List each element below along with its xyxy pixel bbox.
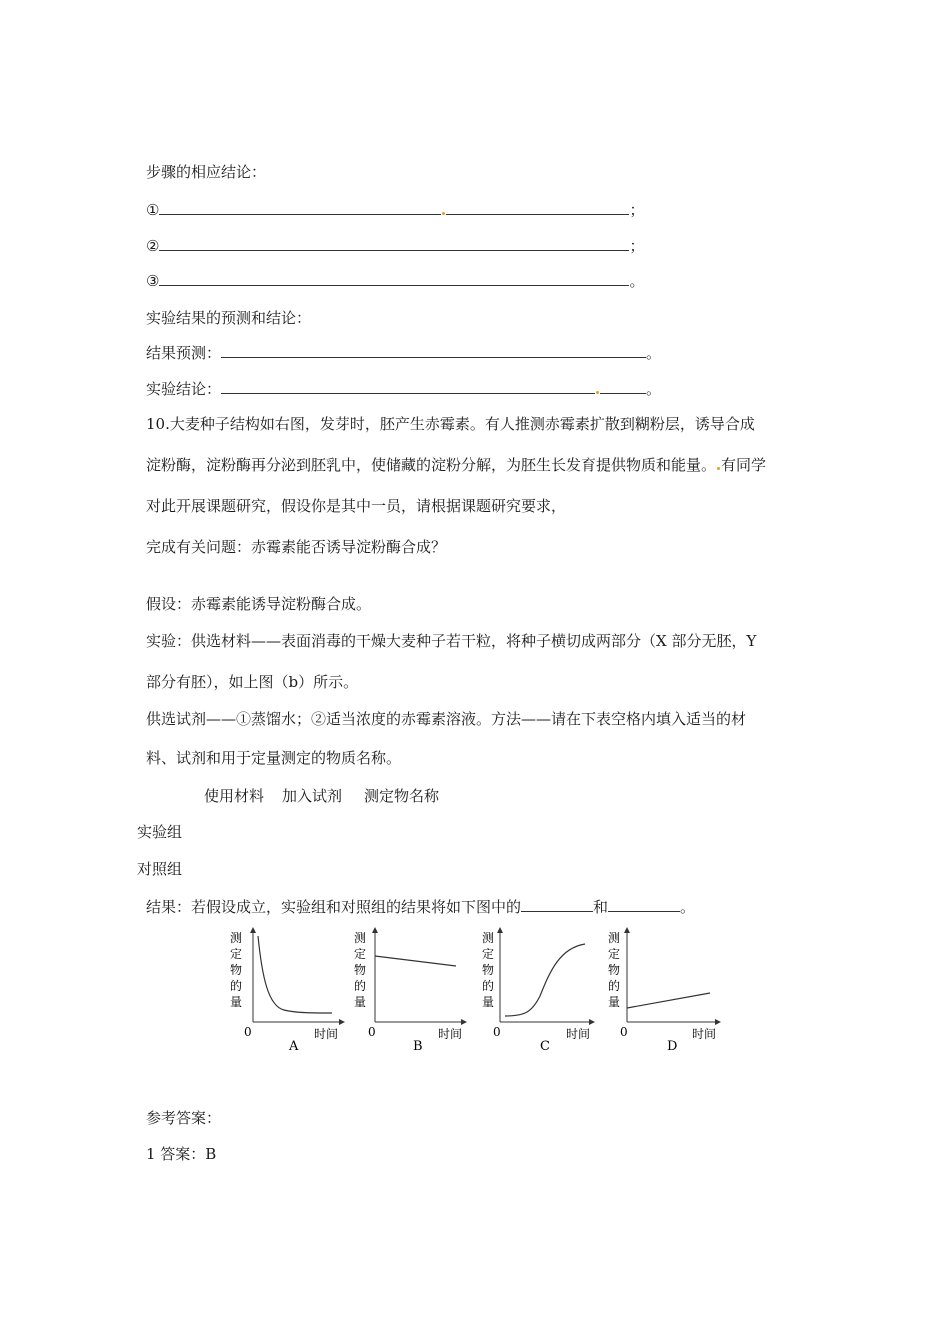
graph-d [608,930,718,1054]
graph-b-xlabel: 时间 [438,1027,463,1041]
q10-line-4: 完成有关问题：赤霉素能否诱导淀粉酶合成？ [146,538,447,556]
graph-a-label: A [289,1039,299,1054]
graph-c-ylabel-2: 定 [482,947,495,961]
graph-b-curve [375,956,456,966]
graph-b-label: B [413,1039,423,1054]
q10-line-2a: 淀粉酶，淀粉酶再分泌到胚乳中，使储藏的淀粉分解，为胚生长发育提供物质和能量。 [146,456,717,474]
experiment-line-2: 部分有胚），如上图（b）所示。 [146,673,359,691]
result-prefix: 结果：若假设成立，实验组和对照组的结果将如下图中的 [146,898,522,916]
graph-a-ylabel-1: 测 [230,931,243,945]
reagent-line-1: 供选试剂——①蒸馏水；②适当浓度的赤霉素溶液。方法——请在下表空格内填入适当的材 [146,710,747,728]
step-line-3 [146,271,644,291]
step-end-3: 。 [629,272,645,290]
graph-b-ylabel-4: 的 [354,979,367,993]
graph-d-origin: 0 [620,1025,628,1039]
table-header-measure: 测定物名称 [364,787,440,805]
q10-line-2 [146,455,766,475]
answer-1: 1 答案：B [146,1145,217,1163]
graph-b-ylabel-1: 测 [354,931,367,945]
graph-d-ylabel-1: 测 [608,931,621,945]
graph-a-origin: 0 [244,1025,252,1039]
graph-a-xlabel: 时间 [314,1027,339,1041]
step-blank-2[interactable] [159,236,629,251]
graph-a-curve [258,936,332,1013]
q10-line-1: 10.大麦种子结构如右图，发芽时，胚产生赤霉素。有人推测赤霉素扩散到糊粉层，诱导合成 [146,415,755,433]
steps-heading: 步骤的相应结论： [146,163,267,181]
graph-c-ylabel-5: 量 [482,995,495,1009]
table-row-control: 对照组 [137,860,183,878]
table-row-experiment: 实验组 [137,823,183,841]
graph-b-ylabel-5: 量 [354,995,367,1009]
graph-b-origin: 0 [368,1025,376,1039]
graph-c [482,930,592,1054]
graph-b-ylabel-2: 定 [354,947,367,961]
graph-c-curve [505,944,585,1016]
graph-d-label: D [667,1039,678,1054]
graph-d-ylabel-4: 的 [608,979,621,993]
step-end-1: ； [629,201,645,219]
result-and: 和 [593,898,609,916]
result-blank-1[interactable] [521,897,593,912]
answers-heading: 参考答案： [146,1109,222,1127]
conclusion-end: 。 [646,380,662,398]
graph-d-ylabel-5: 量 [608,995,621,1009]
decorative-dot [717,467,720,470]
graph-d-ylabel-3: 物 [608,963,621,977]
graph-b-ylabel-3: 物 [354,963,367,977]
table-header [204,786,439,806]
q10-line-2b: 有同学 [721,456,767,474]
step-marker-1: ① [146,201,160,219]
prediction-end: 。 [646,344,662,362]
decorative-dot [442,212,445,215]
step-line-1 [146,200,644,220]
prediction-blank[interactable] [221,343,646,358]
q10-line-3: 对此开展课题研究，假设你是其中一员，请根据课题研究要求， [146,497,567,515]
hypothesis: 假设：赤霉素能诱导淀粉酶合成。 [146,595,372,613]
graph-b [354,930,464,1054]
graph-c-ylabel-1: 测 [482,931,495,945]
conclusion-blank-b[interactable] [600,379,646,394]
decorative-dot [596,391,599,394]
graph-d-ylabel-2: 定 [608,947,621,961]
graph-a-ylabel-5: 量 [230,995,243,1009]
graph-c-xlabel: 时间 [566,1027,591,1041]
graph-a [230,930,342,1054]
step-blank-1a[interactable] [159,200,441,215]
prediction-label: 结果预测： [146,344,222,362]
graph-a-ylabel-3: 物 [230,963,243,977]
table-header-material: 使用材料 [204,787,265,805]
result-heading: 实验结果的预测和结论： [146,309,312,327]
graph-a-ylabel-4: 的 [230,979,243,993]
graph-c-origin: 0 [493,1025,501,1039]
conclusion-blank-a[interactable] [221,379,595,394]
step-line-2 [146,236,644,256]
step-marker-3: ③ [146,272,160,290]
result-line [146,897,695,917]
step-marker-2: ② [146,237,160,255]
conclusion-label: 实验结论： [146,380,222,398]
graphs-figure [220,926,730,1056]
step-blank-1b[interactable] [446,200,629,215]
step-blank-3[interactable] [159,271,629,286]
conclusion-line [146,379,661,399]
result-blank-2[interactable] [608,897,680,912]
graph-c-label: C [540,1039,550,1054]
prediction-line [146,343,661,363]
experiment-line-1: 实验：供选材料——表面消毒的干燥大麦种子若干粒，将种子横切成两部分（X 部分无胚，Y [146,632,757,650]
result-end: 。 [680,898,696,916]
graph-a-ylabel-2: 定 [230,947,243,961]
step-end-2: ； [629,237,645,255]
table-header-reagent: 加入试剂 [282,787,343,805]
reagent-line-2: 料、试剂和用于定量测定的物质名称。 [146,749,402,767]
graph-d-curve [627,993,710,1008]
graph-d-xlabel: 时间 [692,1027,717,1041]
graph-c-ylabel-3: 物 [482,963,495,977]
graph-c-ylabel-4: 的 [482,979,495,993]
